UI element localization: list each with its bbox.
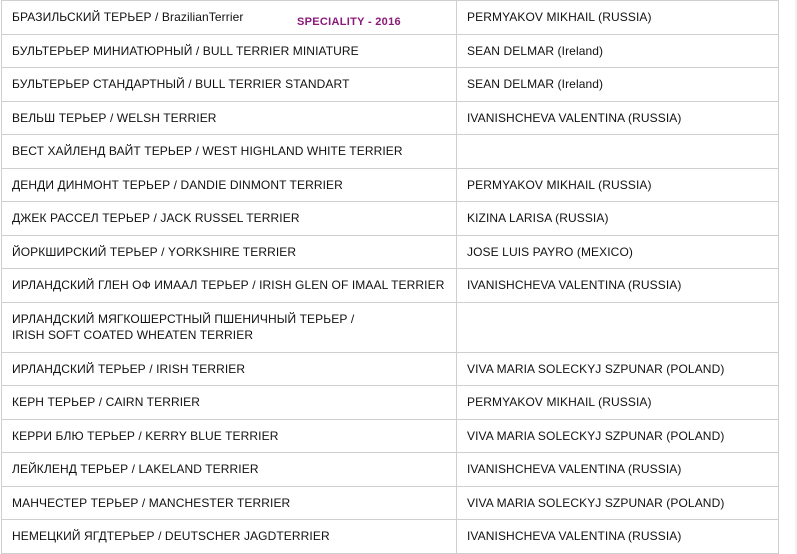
table-row: [2, 101, 779, 135]
breed-name: БУЛЬТЕРЬЕР МИНИАТЮРНЫЙ / BULL TERRIER MINIATURE: [12, 43, 359, 58]
breed-cell: [2, 168, 457, 202]
table-row: [2, 352, 779, 386]
table-row: [2, 453, 779, 487]
breed-name: ИРЛАНДСКИЙ ТЕРЬЕР / IRISH TERRIER: [12, 361, 246, 376]
judge-cell: VIVA MARIA SOLECKYJ SZPUNAR (POLAND): [457, 419, 779, 453]
breed-cell: [2, 68, 457, 102]
breed-cell: [2, 202, 457, 236]
table-row: [2, 302, 779, 352]
table-row: [2, 68, 779, 102]
breed-cell: [2, 135, 457, 169]
breed-name: ВЕЛЬШ ТЕРЬЕР / WELSH TERRIER: [12, 110, 217, 125]
table-row: [2, 135, 779, 169]
table-row: [2, 168, 779, 202]
judges-table: [1, 0, 779, 554]
breed-name: ЙОРКШИРСКИЙ ТЕРЬЕР / YORKSHIRE TERRIER: [12, 244, 297, 259]
judge-cell: KIZINA LARISA (RUSSIA): [457, 202, 779, 236]
judge-cell: VIVA MARIA SOLECKYJ SZPUNAR (POLAND): [457, 352, 779, 386]
breed-name: ВЕСТ ХАЙЛЕНД ВАЙТ ТЕРЬЕР / WEST HIGHLAND WHITE TERRIER: [12, 144, 403, 159]
judge-cell: IVANISHCHEVA VALENTINA (RUSSIA): [457, 101, 779, 135]
breed-cell: [2, 302, 457, 352]
breed-cell: [2, 419, 457, 453]
breed-cell: [2, 453, 457, 487]
judge-cell: [457, 135, 779, 169]
table-row: [2, 386, 779, 420]
breed-cell: [2, 269, 457, 303]
breed-name: БРАЗИЛЬСКИЙ ТЕРЬЕР / BrazilianTerrier: [12, 10, 244, 25]
table-row: [2, 235, 779, 269]
breed-name-line2: IRISH SOFT COATED WHEATEN TERRIER: [12, 328, 254, 342]
judge-cell: JOSE LUIS PAYRO (MEXICO): [457, 235, 779, 269]
breed-name: ЛЕЙКЛЕНД ТЕРЬЕР / LAKELAND TERRIER: [12, 462, 259, 477]
judge-cell: SEAN DELMAR (Ireland): [457, 34, 779, 68]
breed-cell: [2, 34, 457, 68]
breed-name: ИРЛАНДСКИЙ ГЛЕН ОФ ИМААЛ ТЕРЬЕР / IRISH GLEN OF IMAAL TERRIER: [12, 278, 445, 293]
breed-name: КЕРН ТЕРЬЕР / CAIRN TERRIER: [12, 395, 201, 410]
breed-name: ДЖЕК РАССЕЛ ТЕРЬЕР / JACK RUSSEL TERRIER: [12, 211, 300, 226]
judge-cell: PERMYAKOV MIKHAIL (RUSSIA): [457, 386, 779, 420]
breed-cell: [2, 520, 457, 554]
breed-name: БУЛЬТЕРЬЕР СТАНДАРТНЫЙ / BULL TERRIER STANDART: [12, 77, 350, 92]
judge-cell: PERMYAKOV MIKHAIL (RUSSIA): [457, 168, 779, 202]
breed-cell: [2, 235, 457, 269]
judge-cell: IVANISHCHEVA VALENTINA (RUSSIA): [457, 269, 779, 303]
breed-name: МАНЧЕСТЕР ТЕРЬЕР / MANCHESTER TERRIER: [12, 495, 291, 510]
breed-name: НЕМЕЦКИЙ ЯГДТЕРЬЕР / DEUTSCHER JAGDTERRIER: [12, 529, 330, 544]
table-row: [2, 202, 779, 236]
table-row: [2, 34, 779, 68]
breed-cell: [2, 352, 457, 386]
table-row: [2, 419, 779, 453]
judge-cell: PERMYAKOV MIKHAIL (RUSSIA): [457, 1, 779, 35]
table-row: [2, 269, 779, 303]
breed-cell: [2, 386, 457, 420]
breed-name: КЕРРИ БЛЮ ТЕРЬЕР / KERRY BLUE TERRIER: [12, 428, 279, 443]
judges-table-body: [2, 1, 779, 554]
breed-name: ДЕНДИ ДИНМОНТ ТЕРЬЕР / DANDIE DINMONT TERRIER: [12, 177, 343, 192]
judge-cell: [457, 302, 779, 352]
judge-cell: SEAN DELMAR (Ireland): [457, 68, 779, 102]
breed-cell: [2, 101, 457, 135]
table-row: [2, 486, 779, 520]
judge-cell: VIVA MARIA SOLECKYJ SZPUNAR (POLAND): [457, 486, 779, 520]
table-row: [2, 520, 779, 554]
breed-name: ИРЛАНДСКИЙ МЯГКОШЕРСТНЫЙ ПШЕНИЧНЫЙ ТЕРЬЕР /: [12, 312, 355, 326]
judge-cell: IVANISHCHEVA VALENTINA (RUSSIA): [457, 520, 779, 554]
speciality-title: SPECIALITY - 2016: [297, 16, 401, 28]
judge-cell: IVANISHCHEVA VALENTINA (RUSSIA): [457, 453, 779, 487]
breed-cell: [2, 486, 457, 520]
